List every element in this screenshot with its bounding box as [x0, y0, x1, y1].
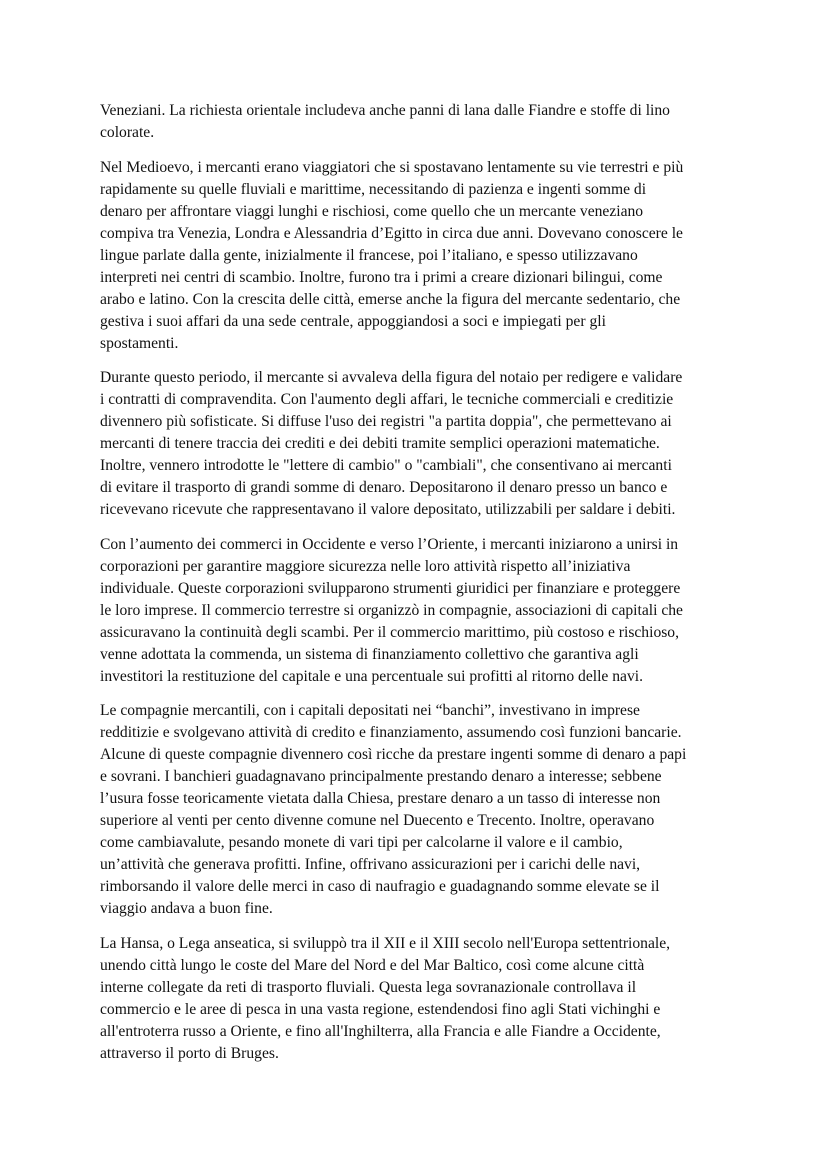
text-line: denaro per affrontare viaggi lunghi e rischiosi, come quello che un mercante veneziano: [100, 202, 644, 220]
text-line: lingue parlate dalla gente, inizialmente il francese, poi l’italiano, e spesso utilizzavano: [100, 246, 638, 264]
text-line: rapidamente su quelle fluviali e marittime, necessitando di pazienza e ingenti somme di: [100, 180, 647, 198]
paragraph: [100, 100, 750, 144]
text-line: mercanti di tenere traccia dei crediti e dei debiti tramite semplici operazioni matematiche.: [100, 435, 660, 452]
text-line: le loro imprese. Il commercio terrestre si organizzò in compagnie, associazioni di capitali che: [100, 601, 683, 619]
text-line: Le compagnie mercantili, con i capitali depositati nei “banchi”, investivano in imprese: [100, 702, 640, 719]
text-line: viaggio andava a buon fine.: [100, 900, 273, 917]
text-line: Nel Medioevo, i mercanti erano viaggiatori che si spostavano lentamente su vie terrestri e più: [100, 158, 684, 176]
text-line: Durante questo periodo, il mercante si avvaleva della figura del notaio per redigere e validare: [100, 369, 683, 386]
text-line: un’attività che generava profitti. Infine, offrivano assicurazioni per i carichi delle navi,: [100, 856, 641, 873]
text-line: ricevevano ricevute che rappresentavano il valore depositato, utilizzabili per saldare i debiti.: [100, 501, 676, 518]
text-line: venne adottata la commenda, un sistema di finanziamento collettivo che garantiva agli: [100, 645, 639, 663]
text-line: spostamenti.: [100, 334, 179, 352]
text-line: redditizie e svolgevano attività di credito e finanziamento, assumendo così funzioni bancarie.: [100, 724, 682, 741]
text-line: i contratti di compravendita. Con l'aumento degli affari, le tecniche commerciali e creditizie: [100, 391, 674, 408]
text-line: all'entroterra russo a Oriente, e fino all'Inghilterra, alla Francia e alle Fiandre a Occidente,: [100, 1022, 661, 1040]
text-line: assicuravano la continuità degli scambi. Per il commercio marittimo, più costoso e rischioso,: [100, 623, 680, 641]
text-line: attraverso il porto di Bruges.: [100, 1044, 279, 1062]
text-line: di evitare il trasporto di grandi somme di denaro. Depositarono il denaro presso un banco e: [100, 479, 668, 496]
paragraph: [100, 367, 750, 521]
text-line: colorate.: [100, 124, 155, 141]
text-line: superiore al venti per cento divenne comune nel Duecento e Trecento. Inoltre, operavano: [100, 812, 655, 829]
text-line: corporazioni per garantire maggiore sicurezza nelle loro attività rispetto all’iniziativa: [100, 557, 631, 575]
text-line: divennero più sofisticate. Si diffuse l'uso dei registri "a partita doppia", che permettevano ai: [100, 413, 672, 430]
text-line: Inoltre, vennero introdotte le "lettere di cambio" o "cambiali", che consentivano ai mercanti: [100, 457, 672, 474]
text-line: Veneziani. La richiesta orientale includeva anche panni di lana dalle Fiandre e stoffe di lino: [100, 102, 670, 119]
document-page: [100, 100, 750, 1077]
text-line: unendo città lungo le coste del Mare del Nord e del Mar Baltico, così come alcune città: [100, 956, 645, 974]
paragraph: [100, 157, 750, 355]
text-line: Con l’aumento dei commerci in Occidente e verso l’Oriente, i mercanti iniziarono a unirsi in: [100, 535, 679, 553]
text-line: commercio e le aree di pesca in una vasta regione, estendendosi fino agli Stati vichinghi e: [100, 1000, 661, 1018]
text-line: come cambiavalute, pesando monete di vari tipi per calcolarne il valore e il cambio,: [100, 834, 623, 851]
text-line: investitori la restituzione del capitale e una percentuale sui profitti al ritorno delle navi.: [100, 667, 643, 685]
text-line: interne collegate da reti di trasporto fluviali. Questa lega sovranazionale controllava il: [100, 978, 637, 996]
text-line: rimborsando il valore delle merci in caso di naufragio e guadagnando somme elevate se il: [100, 878, 660, 895]
text-line: compiva tra Venezia, Londra e Alessandria d’Egitto in circa due anni. Dovevano conoscere le: [100, 224, 683, 242]
text-line: Alcune di queste compagnie divennero così ricche da prestare ingenti somme di denaro a papi: [100, 746, 687, 763]
text-line: e sovrani. I banchieri guadagnavano principalmente prestando denaro a interesse; sebbene: [100, 768, 662, 785]
text-line: l’usura fosse teoricamente vietata dalla Chiesa, prestare denaro a un tasso di interesse non: [100, 790, 661, 807]
paragraph: [100, 933, 750, 1065]
text-line: individuale. Queste corporazioni svilupparono strumenti giuridici per finanziare e proteggere: [100, 579, 681, 597]
text-line: arabo e latino. Con la crescita delle città, emerse anche la figura del mercante sedentario, che: [100, 290, 681, 308]
text-line: gestiva i suoi affari da una sede centrale, appoggiandosi a soci e impiegati per gli: [100, 312, 606, 330]
paragraph: [100, 534, 750, 688]
text-line: La Hansa, o Lega anseatica, si sviluppò tra il XII e il XIII secolo nell'Europa settentrionale,: [100, 934, 671, 952]
paragraph: [100, 700, 750, 920]
text-line: interpreti nei centri di scambio. Inoltre, furono tra i primi a creare dizionari bilingui, come: [100, 268, 663, 286]
